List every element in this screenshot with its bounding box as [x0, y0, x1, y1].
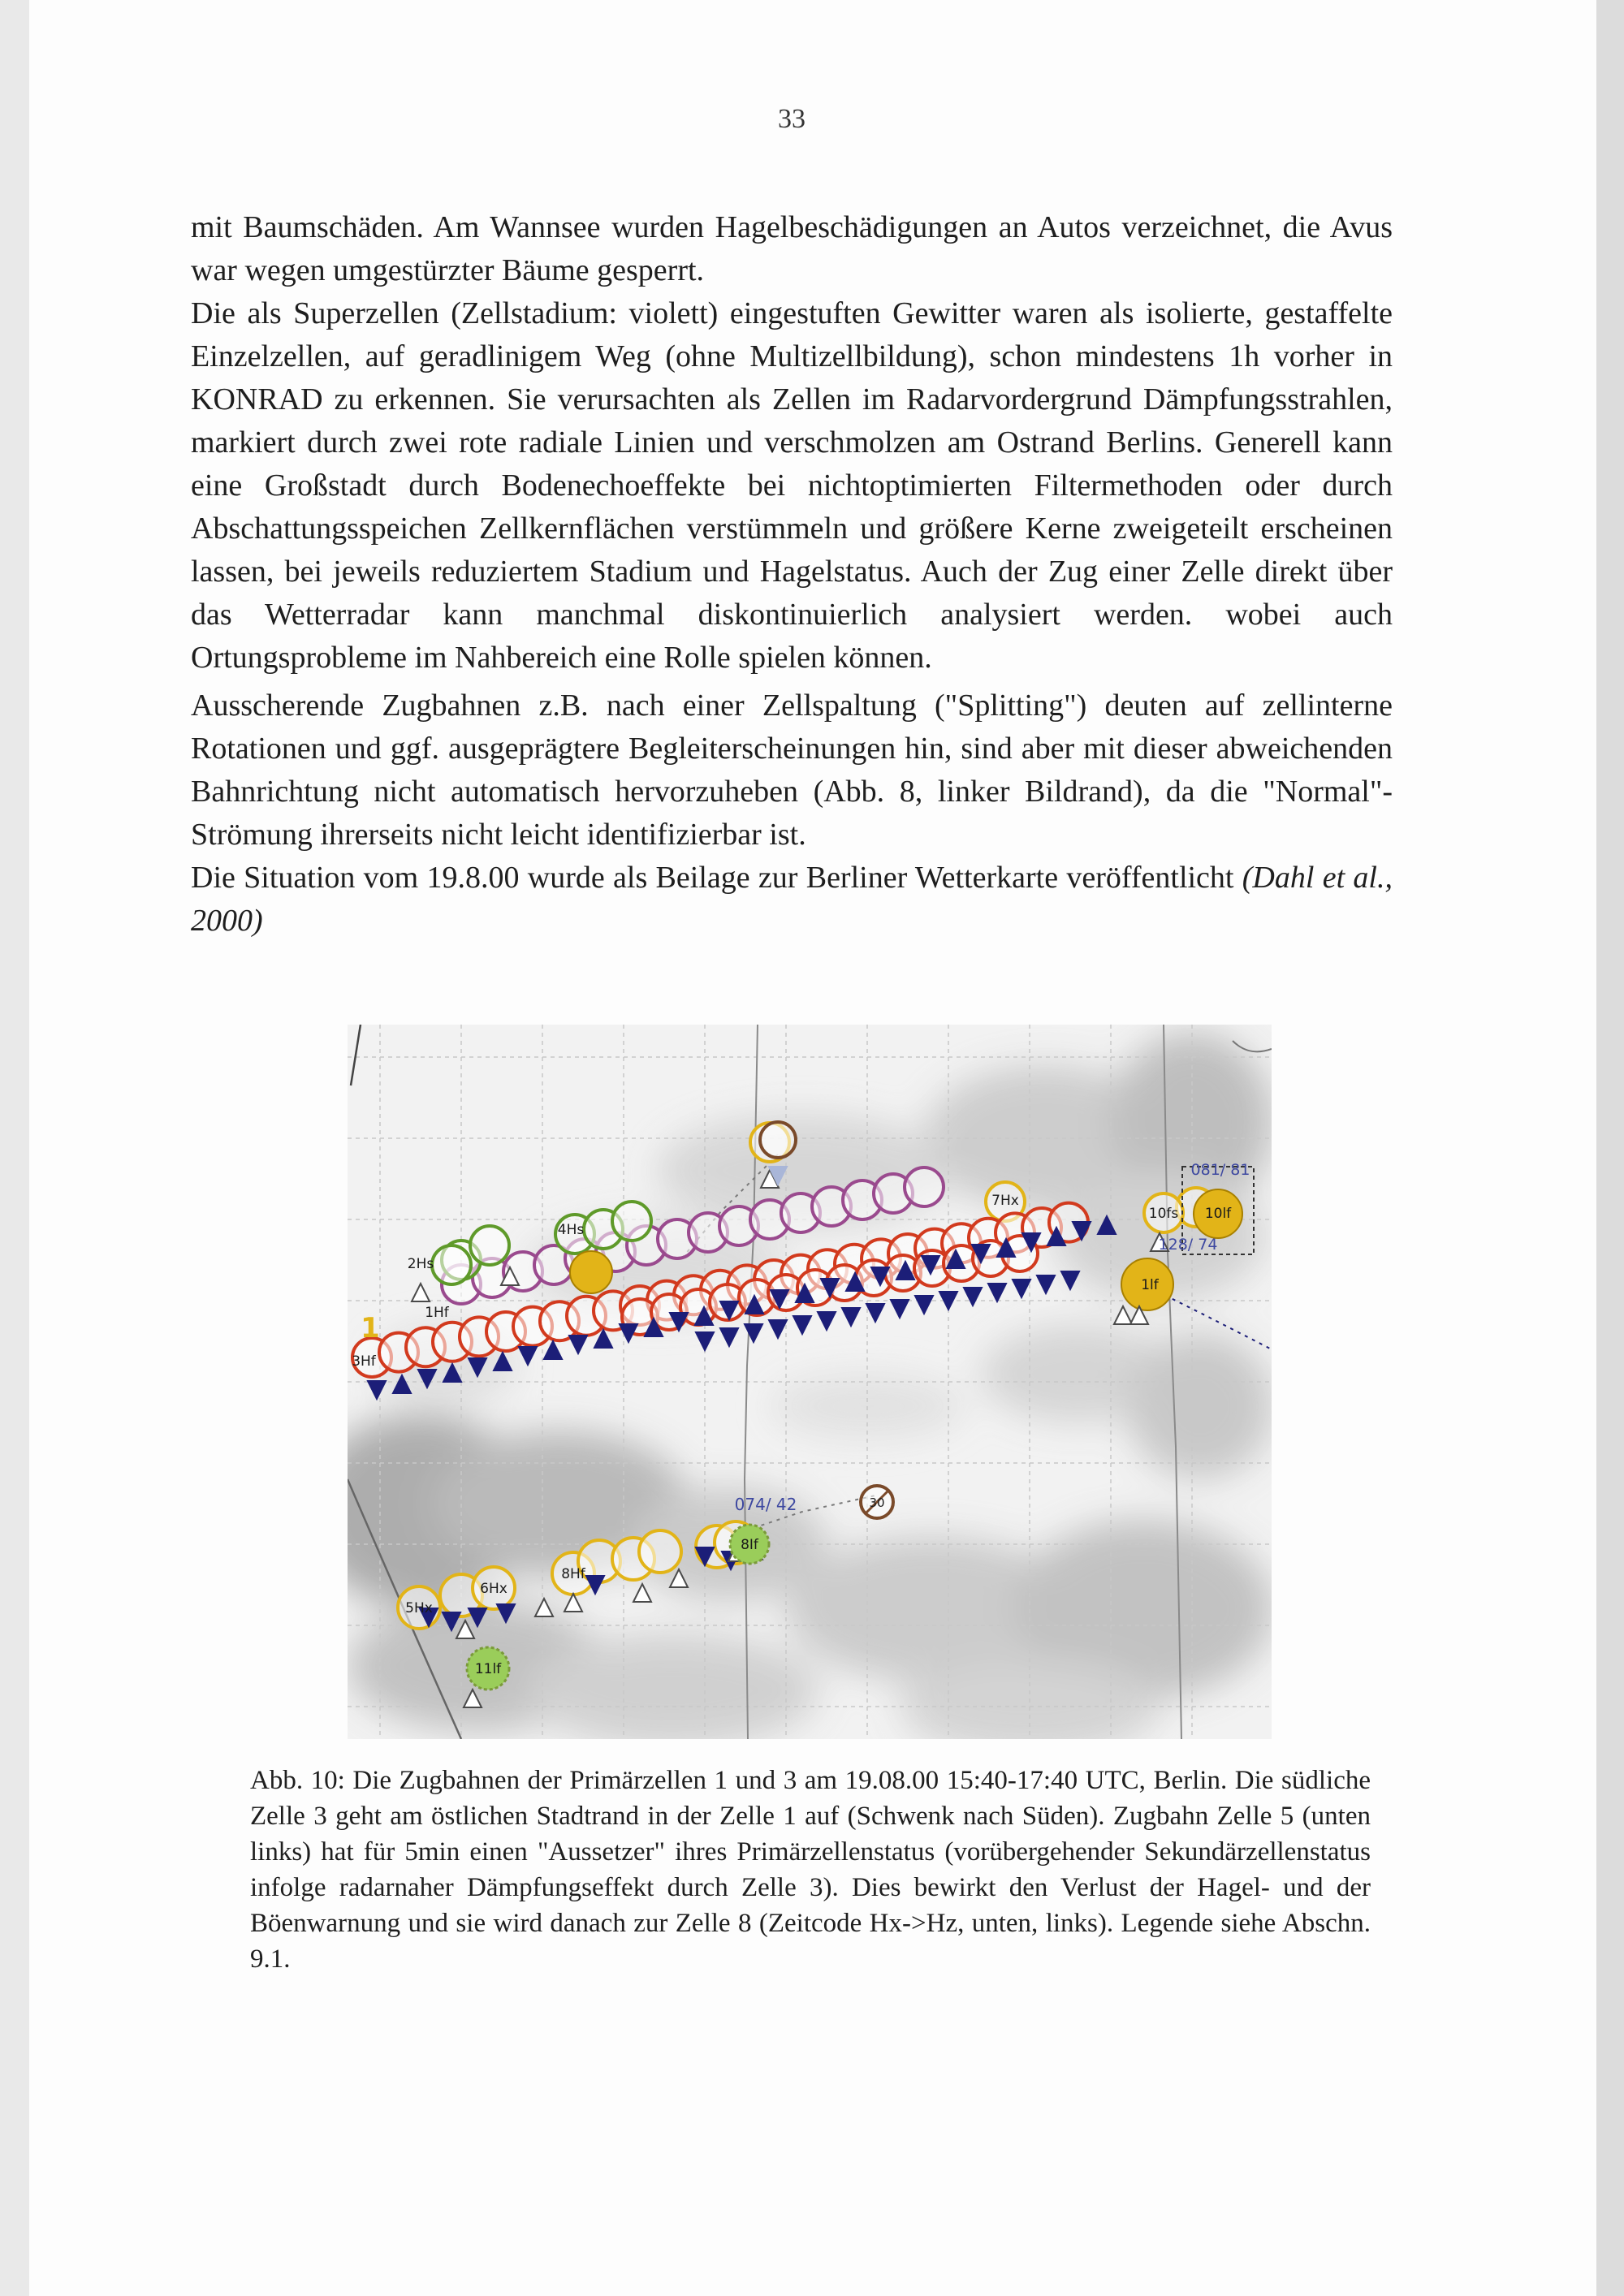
figure-label-cell-5: 5Hx [405, 1600, 433, 1616]
figure-label-track-1: 1 [361, 1312, 380, 1344]
figure-label-cell-2: 2Hs [407, 1256, 434, 1272]
page-number: 33 [778, 104, 806, 134]
cell-marker-green [612, 1202, 651, 1241]
figure-label-cell-10: 10fs [1148, 1206, 1179, 1222]
paragraph-4-text: Die Situation vom 19.8.00 wurde als Beilage zur Berliner Wetterkarte veröffentlicht [191, 861, 1242, 895]
echo-blob [1127, 1333, 1272, 1479]
figure-label-cell-11: 11lf [474, 1661, 502, 1677]
figure-label-cell-7: 7Hx [991, 1193, 1019, 1209]
figure-label-box-c: 074/ 42 [734, 1495, 797, 1514]
figure-label-box-a: 081/ 81 [1190, 1161, 1250, 1179]
supercell-marker [905, 1167, 944, 1206]
page-edge-shadow [1596, 0, 1624, 2296]
figure-caption: Abb. 10: Die Zugbahnen der Primärzellen 1 und 3 am 19.08.00 15:40-17:40 UTC, Berlin. Die südliche Zelle 3 geht am östlichen Stadtrand in der Zelle 1 auf (Schwenk nach Süden). Zugbahn Zelle 5 (unten links) hat für 5min einen "Aussetzer" ihres Primärzellenstatus (vorübergehender Sekundärzellenstatus infolge radarnaher Dämpfungseffekt durch Zelle 3). Dies bewirkt den Verlust der Hagel- und der Böenwarnung und sie wird danach zur Zelle 8 (Zeitcode Hx->Hz, unten, links). Legende siehe Abschn. 9.1. [250, 1766, 1371, 1974]
figure-label-cell-1: 1Hf [425, 1305, 449, 1321]
figure-label-cell-3: 3Hf [352, 1353, 376, 1370]
figure-label-cell-10b: 10lf [1204, 1206, 1232, 1222]
cell-current-yellow [570, 1251, 612, 1293]
cell-marker-brown [760, 1122, 796, 1158]
figure-label-cell-1b: 1lf [1141, 1277, 1159, 1293]
cell-marker-yellow [639, 1530, 681, 1573]
cell-marker-green [470, 1226, 509, 1265]
figure-label-cell-30: 30 [869, 1495, 885, 1510]
cell-marker-green [432, 1245, 471, 1284]
figure-label-cell-8b: 8If [741, 1537, 758, 1553]
figure-label-cell-8: 8Hf [561, 1566, 585, 1582]
paragraph-2: Die als Superzellen (Zellstadium: violett) eingestuften Gewitter waren als isolierte, gestaffelte Einzelzellen, auf geradlinigem Weg (ohne Multizellbildung), schon mindestens 1h vorher in KONRAD zu erkennen. Sie verursachten als Zellen im Radarvordergrund Dämpfungsstrahlen, markiert durch zwei rote radiale Linien und verschmolzen am Ostrand Berlins. Generell kann eine Großstadt durch Bodenechoeffekte bei nichtoptimierten Filtermethoden oder durch Abschattungsspeichen Zellkernflächen verstümmeln und größere Kerne zweigeteilt erscheinen lassen, bei jeweils reduziertem Stadium und Hagelstatus. Auch der Zug einer Zelle direkt über das Wetterradar kann manchmal diskontinuierlich analysiert werden. wobei auch Ortungsprobleme im Nahbereich eine Rolle spielen können. [191, 296, 1393, 675]
citation: (Dahl et al., 2000) [191, 861, 1393, 938]
figure-label-cell-4: 4Hs [557, 1222, 585, 1238]
paragraph-1: mit Baumschäden. Am Wannsee wurden Hagelbeschädigungen an Autos verzeichnet, die Avus war wegen umgestürzter Bäume gesperrt. [191, 210, 1393, 287]
figure-label-box-b: 128/ 74 [1158, 1236, 1218, 1254]
paragraph-3: Ausscherende Zugbahnen z.B. nach einer Zellspaltung ("Splitting") deuten auf zellinterne Rotationen und ggf. ausgeprägtere Begleiterscheinungen hin, sind aber mit dieser abweichenden Bahnrichtung nicht automatisch hervorzuheben (Abb. 8, linker Bildrand), da die "Normal"-Strömung ihrerseits nicht leicht identifizierbar ist. [191, 688, 1393, 852]
figure-label-cell-6: 6Hx [480, 1581, 508, 1597]
paragraph-4 [191, 857, 1393, 943]
radar-track-figure [348, 1025, 1272, 1739]
